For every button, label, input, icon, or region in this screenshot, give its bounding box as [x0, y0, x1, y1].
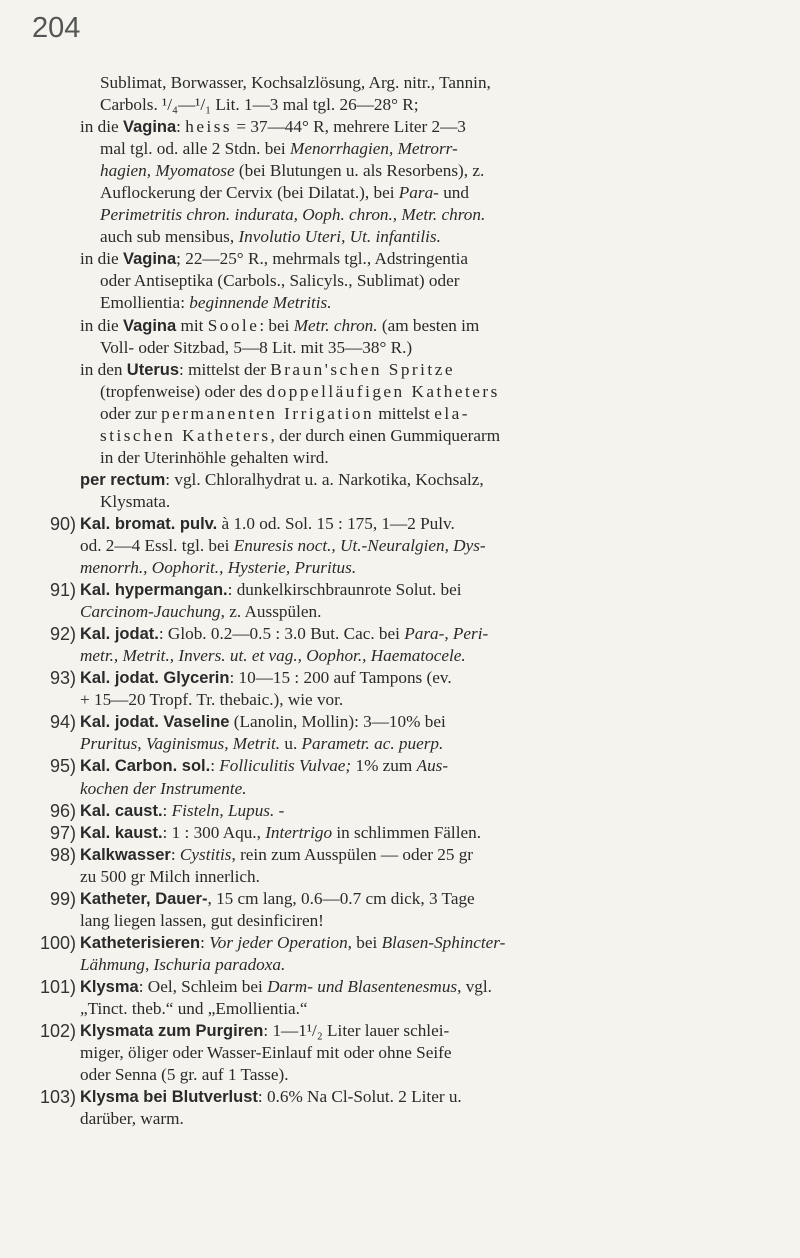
italic-term: Metr. chron. [293, 315, 378, 335]
text-segment: = 37—44° R, mehrere Liter 2—3 [232, 117, 466, 137]
entry-keyword: Kal. jodat. Glycerin [80, 669, 230, 688]
text-segment: in der Uterinhöhle gehalten wird. [100, 447, 329, 467]
entry-number: 102) [39, 1021, 76, 1042]
text-segment: + 15—20 Tropf. Tr. thebaic.), wie vor. [80, 690, 344, 710]
text-segment: auch sub mensibus, [100, 227, 239, 247]
entry-keyword: Katheterisieren [80, 933, 201, 952]
text-segment: Carbols. ¹/₄—¹/₁ Lit. 1—3 mal tgl. 26—28° R; [100, 95, 419, 115]
text-line [39, 932, 770, 954]
italic-term: metr., Metrit., Invers. ut. et vag., Oophor., Haematocele. [80, 646, 466, 666]
text-segment: (tropfenweise) oder des [100, 381, 267, 401]
text-segment: mal tgl. od. alle 2 Stdn. bei [100, 139, 290, 159]
entry-keyword: Vagina [122, 118, 177, 137]
entry-number: 101) [39, 976, 76, 997]
entry-number: 100) [39, 932, 76, 953]
text-segment: : 0.6% Na Cl-Solut. 2 Liter u. [257, 1087, 462, 1107]
text-line [49, 800, 770, 822]
text-line [80, 292, 770, 314]
text-segment: : Oel, Schleim bei [138, 976, 268, 996]
text-segment: lang liegen lassen, gut desinficiren! [80, 910, 324, 930]
text-segment: heiss [185, 117, 233, 137]
text-line [80, 403, 770, 425]
italic-term: Fisteln, Lupus. [171, 800, 275, 820]
entry-keyword: Kalkwasser [80, 845, 171, 864]
text-line [80, 425, 770, 447]
entry-number: 103) [39, 1087, 76, 1108]
entry-keyword: Kal. jodat. Vaseline [80, 713, 230, 732]
text-segment: : mittelst der [179, 359, 271, 379]
text-line [80, 601, 770, 623]
italic-term: Carcinom-Jauchung [80, 602, 221, 622]
text-segment: : 1—1¹/₂ Liter lauer schlei- [263, 1021, 450, 1041]
text-segment: : [176, 117, 186, 137]
text-segment: : Glob. 0.2—0.5 : 3.0 But. Cac. bei [158, 624, 405, 644]
text-segment: mittelst [374, 403, 435, 423]
page-number: 204 [32, 12, 81, 44]
entry-number: 96) [49, 800, 76, 821]
entry-keyword: Kal. jodat. [80, 625, 159, 644]
text-line [80, 910, 770, 932]
italic-term: kochen der Instrumente. [80, 778, 247, 798]
text-segment: in die [80, 117, 123, 137]
text-segment: , bei [347, 932, 382, 952]
text-line [80, 469, 770, 491]
entry-number: 99) [49, 888, 76, 909]
entry-keyword: Kal. bromat. pulv. [80, 514, 218, 533]
text-segment: und [438, 183, 469, 203]
italic-term: menorrh., Oophorit., Hysterie, Pruritus. [80, 558, 357, 578]
entry-keyword: Kal. kaust. [80, 823, 163, 842]
text-segment: , vgl. [457, 976, 492, 996]
text-segment: (Lanolin, Mollin): 3—10% bei [229, 712, 446, 732]
italic-term: Parametr. ac. puerp. [301, 734, 444, 754]
text-segment: : dunkelkirschbraunrote Solut. bei [227, 580, 462, 600]
text-line [49, 513, 770, 535]
italic-term: Folliculitis Vulvae; [219, 756, 352, 776]
text-line [49, 888, 770, 910]
text-segment: in die [80, 249, 123, 269]
text-line [49, 667, 770, 689]
entry-number: 98) [49, 844, 76, 865]
entry-keyword: Kal. hypermangan. [80, 581, 228, 600]
entry-keyword: Kal. caust. [80, 801, 163, 820]
text-segment: : bei [259, 315, 294, 335]
text-segment: Soole [207, 315, 260, 335]
italic-term: Lähmung, Ischuria paradoxa. [80, 954, 286, 974]
text-segment: oder zur [100, 403, 162, 423]
text-segment: Emollientia: [100, 293, 190, 313]
text-line [49, 711, 770, 733]
text-line [49, 579, 770, 601]
text-line [39, 976, 770, 998]
text-line [80, 315, 770, 337]
entry-number: 92) [49, 624, 76, 645]
text-segment: , z. Ausspülen. [220, 602, 322, 622]
entry-number: 94) [49, 712, 76, 733]
text-segment: darüber, warm. [80, 1109, 184, 1129]
entry-number: 93) [49, 668, 76, 689]
text-segment: (am besten im [377, 315, 480, 335]
text-line [49, 755, 770, 777]
text-line [80, 359, 770, 381]
italic-term: Intertrigo [265, 822, 333, 842]
text-line [80, 337, 770, 359]
italic-term: Enuresis noct., Ut.-Neuralgien, Dys- [233, 535, 486, 555]
text-segment: : 10—15 : 200 auf Tampons (ev. [229, 668, 452, 688]
text-line [80, 491, 770, 513]
entry-keyword: Vagina [122, 316, 177, 335]
entry-keyword: Kal. Carbon. sol. [80, 757, 211, 776]
text-segment: oder Senna (5 gr. auf 1 Tasse). [80, 1065, 289, 1085]
italic-term: hagien, Myomatose [100, 161, 235, 181]
text-segment: zu 500 gr Milch innerlich. [80, 866, 260, 886]
text-segment: , rein zum Ausspülen — oder 25 gr [231, 844, 474, 864]
entry-keyword: per rectum [80, 470, 166, 489]
page-body [39, 72, 770, 1130]
text-segment: mit [176, 315, 208, 335]
text-line [80, 72, 770, 94]
text-segment: in den [80, 359, 127, 379]
text-line [80, 866, 770, 888]
text-line [39, 1020, 770, 1042]
italic-term: Menorrhagien, Metrorr- [290, 139, 458, 159]
text-line [80, 248, 770, 270]
text-segment: à 1.0 od. Sol. 15 : 175, 1—2 Pulv. [217, 513, 455, 533]
text-line [39, 1086, 770, 1108]
text-line [80, 226, 770, 248]
entry-keyword: Klysma [80, 977, 139, 996]
entry-number: 90) [49, 513, 76, 534]
text-line [80, 998, 770, 1020]
text-segment: Voll- oder Sitzbad, 5—8 Lit. mit 35—38° R.) [100, 337, 413, 357]
text-line [49, 844, 770, 866]
text-segment: „Tinct. theb.“ und „Emollientia.“ [80, 998, 308, 1018]
text-segment: Klysmata. [100, 491, 171, 511]
text-line [80, 1064, 770, 1086]
italic-term: Blasen-Sphincter- [381, 932, 506, 952]
text-segment: - [274, 800, 285, 820]
text-segment: permanenten Irrigation [161, 403, 375, 423]
text-segment: in die [80, 315, 123, 335]
text-segment: in schlimmen Fällen. [332, 822, 481, 842]
entry-keyword: Katheter, Dauer- [80, 889, 208, 908]
entry-number: 97) [49, 822, 76, 843]
text-line [80, 954, 770, 976]
entry-keyword: Uterus [126, 360, 180, 379]
italic-term: Vor jeder Operation [209, 932, 348, 952]
text-line [80, 160, 770, 182]
text-segment: : [170, 844, 180, 864]
italic-term: Involutio Uteri, Ut. infantilis. [238, 227, 441, 247]
text-line [80, 1108, 770, 1130]
text-line [80, 182, 770, 204]
text-segment: doppelläufigen Katheters [266, 381, 500, 401]
text-segment: (bei Blutungen u. als Resorbens), z. [234, 161, 485, 181]
text-segment: ; 22—25° R., mehrmals tgl., Adstringentia [176, 249, 469, 269]
italic-term: Pruritus, Vaginismus, Metrit. [80, 734, 281, 754]
text-segment: u. [280, 734, 302, 754]
text-line [80, 138, 770, 160]
entry-number: 91) [49, 580, 76, 601]
text-segment: Auflockerung der Cervix (bei Dilatat.), bei [100, 183, 399, 203]
text-segment: ela- [434, 403, 470, 423]
text-segment: stischen Katheters [100, 425, 271, 445]
italic-term: Cystitis [179, 844, 232, 864]
text-line [80, 733, 770, 755]
italic-term: Darm- und Blasentenesmus [267, 976, 458, 996]
text-segment: miger, öliger oder Wasser-Einlauf mit oder ohne Seife [80, 1043, 452, 1063]
text-segment: : 1 : 300 Aqu., [162, 822, 266, 842]
text-line [80, 116, 770, 138]
text-line [80, 204, 770, 226]
text-segment: od. 2—4 Essl. tgl. bei [80, 535, 234, 555]
text-line [80, 778, 770, 800]
text-line [80, 270, 770, 292]
italic-term: beginnende Metritis. [189, 293, 332, 313]
italic-term: Para-, Peri- [404, 624, 489, 644]
text-line [80, 94, 770, 116]
italic-term: Aus- [416, 756, 449, 776]
text-line [80, 447, 770, 469]
text-line [49, 822, 770, 844]
text-segment: : [162, 800, 172, 820]
text-line [80, 535, 770, 557]
text-segment: : [200, 932, 210, 952]
italic-term: Para- [398, 183, 439, 203]
text-line [80, 1042, 770, 1064]
text-line [80, 645, 770, 667]
entry-number: 95) [49, 756, 76, 777]
entry-keyword: Klysmata zum Purgiren [80, 1022, 264, 1041]
text-segment: oder Antiseptika (Carbols., Salicyls., Sublimat) oder [100, 271, 460, 291]
text-segment: Braun'schen Spritze [270, 359, 455, 379]
entry-keyword: Vagina [122, 250, 177, 269]
text-line [49, 623, 770, 645]
text-line [80, 557, 770, 579]
text-segment: , 15 cm lang, 0.6—0.7 cm dick, 3 Tage [207, 888, 475, 908]
text-line [80, 381, 770, 403]
text-segment: , der durch einen Gummiquerarm [270, 425, 501, 445]
italic-term: Perimetritis chron. indurata, Ooph. chron., Metr. chron. [100, 205, 486, 225]
text-segment: Sublimat, Borwasser, Kochsalzlösung, Arg. nitr., Tannin, [100, 73, 491, 92]
entry-keyword: Klysma bei Blutverlust [80, 1088, 258, 1107]
text-segment: : vgl. Chloralhydrat u. a. Narkotika, Kochsalz, [165, 469, 484, 489]
text-line [80, 689, 770, 711]
text-segment: 1% zum [351, 756, 417, 776]
text-segment: : [210, 756, 220, 776]
